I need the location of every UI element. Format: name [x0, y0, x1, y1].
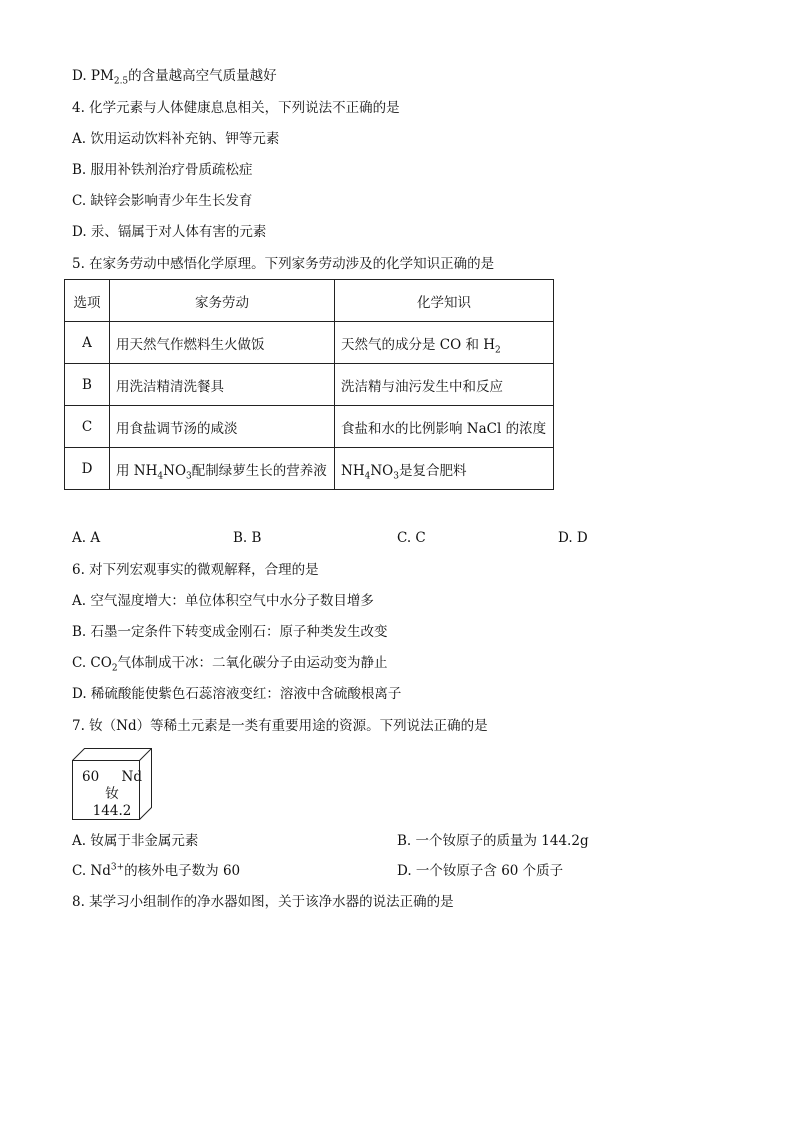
q5-choice-a: A. A	[72, 530, 101, 546]
row-labor: 用天然气作燃料生火做饭	[110, 322, 335, 364]
q4-option-a: A. 饮用运动饮料补充钠、钾等元素	[72, 131, 280, 147]
row-knowledge: 洗洁精与油污发生中和反应	[335, 364, 554, 406]
header-option: 选项	[65, 280, 110, 322]
table-row	[65, 406, 554, 448]
row-knowledge: 食盐和水的比例影响 NaCl 的浓度	[335, 406, 554, 448]
q4-option-b: B. 服用补铁剂治疗骨质疏松症	[72, 162, 253, 178]
header-labor: 家务劳动	[110, 280, 335, 322]
q7-option-c: C. $Nd^{3+}$的核外电子数为 60	[72, 862, 241, 879]
element-tile	[72, 748, 152, 820]
table-header-row	[65, 280, 554, 322]
q7-option-d: D. 一个钕原子含 60 个质子	[397, 863, 564, 879]
table-row	[65, 448, 554, 490]
q5-table	[64, 279, 554, 490]
row-labor: 用 $NH_4NO_3$配制绿萝生长的营养液	[110, 448, 335, 490]
q4-stem: 4. 化学元素与人体健康息息相关，下列说法不正确的是	[72, 100, 400, 116]
header-knowledge: 化学知识	[335, 280, 554, 322]
q7-stem: 7. 钕（Nd）等稀土元素是一类有重要用途的资源。下列说法正确的是	[72, 718, 488, 734]
q7-option-a: A. 钕属于非金属元素	[72, 833, 199, 849]
q5-choice-b: B. B	[233, 530, 262, 546]
row-option: C	[65, 406, 110, 448]
atomic-mass: 144.2	[92, 803, 132, 819]
q5-stem: 5. 在家务劳动中感悟化学原理。下列家务劳动涉及的化学知识正确的是	[72, 256, 495, 272]
table-row	[65, 364, 554, 406]
q6-stem: 6. 对下列宏观事实的微观解释，合理的是	[72, 562, 319, 578]
row-option: D	[65, 448, 110, 490]
q5-choice-d: D. D	[558, 530, 588, 546]
element-name: 钕	[105, 786, 119, 802]
q6-option-d: D. 稀硫酸能使紫色石蕊溶液变红：溶液中含硫酸根离子	[72, 686, 402, 702]
row-option: A	[65, 322, 110, 364]
q4-option-d: D. 汞、镉属于对人体有害的元素	[72, 224, 267, 240]
atomic-number: 60	[82, 769, 100, 785]
row-knowledge: $NH_4NO_3$是复合肥料	[335, 448, 554, 490]
q7-option-b: B. 一个钕原子的质量为 144.2g	[397, 833, 589, 849]
row-option: B	[65, 364, 110, 406]
q5-choice-c: C. C	[397, 530, 426, 546]
row-labor: 用洗洁精清洗餐具	[110, 364, 335, 406]
q6-option-a: A. 空气湿度增大：单位体积空气中水分子数目增多	[72, 593, 374, 609]
table-row	[65, 322, 554, 364]
q4-option-c: C. 缺锌会影响青少年生长发育	[72, 193, 253, 209]
q6-option-b: B. 石墨一定条件下转变成金刚石：原子种类发生改变	[72, 624, 388, 640]
q3-option-d: D. $PM_{2.5}$的含量越高空气质量越好	[72, 68, 277, 87]
row-knowledge: 天然气的成分是 CO 和 $H_2$	[335, 322, 554, 364]
q8-stem: 8. 某学习小组制作的净水器如图，关于该净水器的说法正确的是	[72, 894, 454, 910]
q6-option-c: C. $CO_2$气体制成干冰：二氧化碳分子由运动变为静止	[72, 655, 388, 674]
element-tile-text	[80, 769, 144, 820]
element-symbol: Nd	[121, 769, 142, 785]
row-labor: 用食盐调节汤的咸淡	[110, 406, 335, 448]
